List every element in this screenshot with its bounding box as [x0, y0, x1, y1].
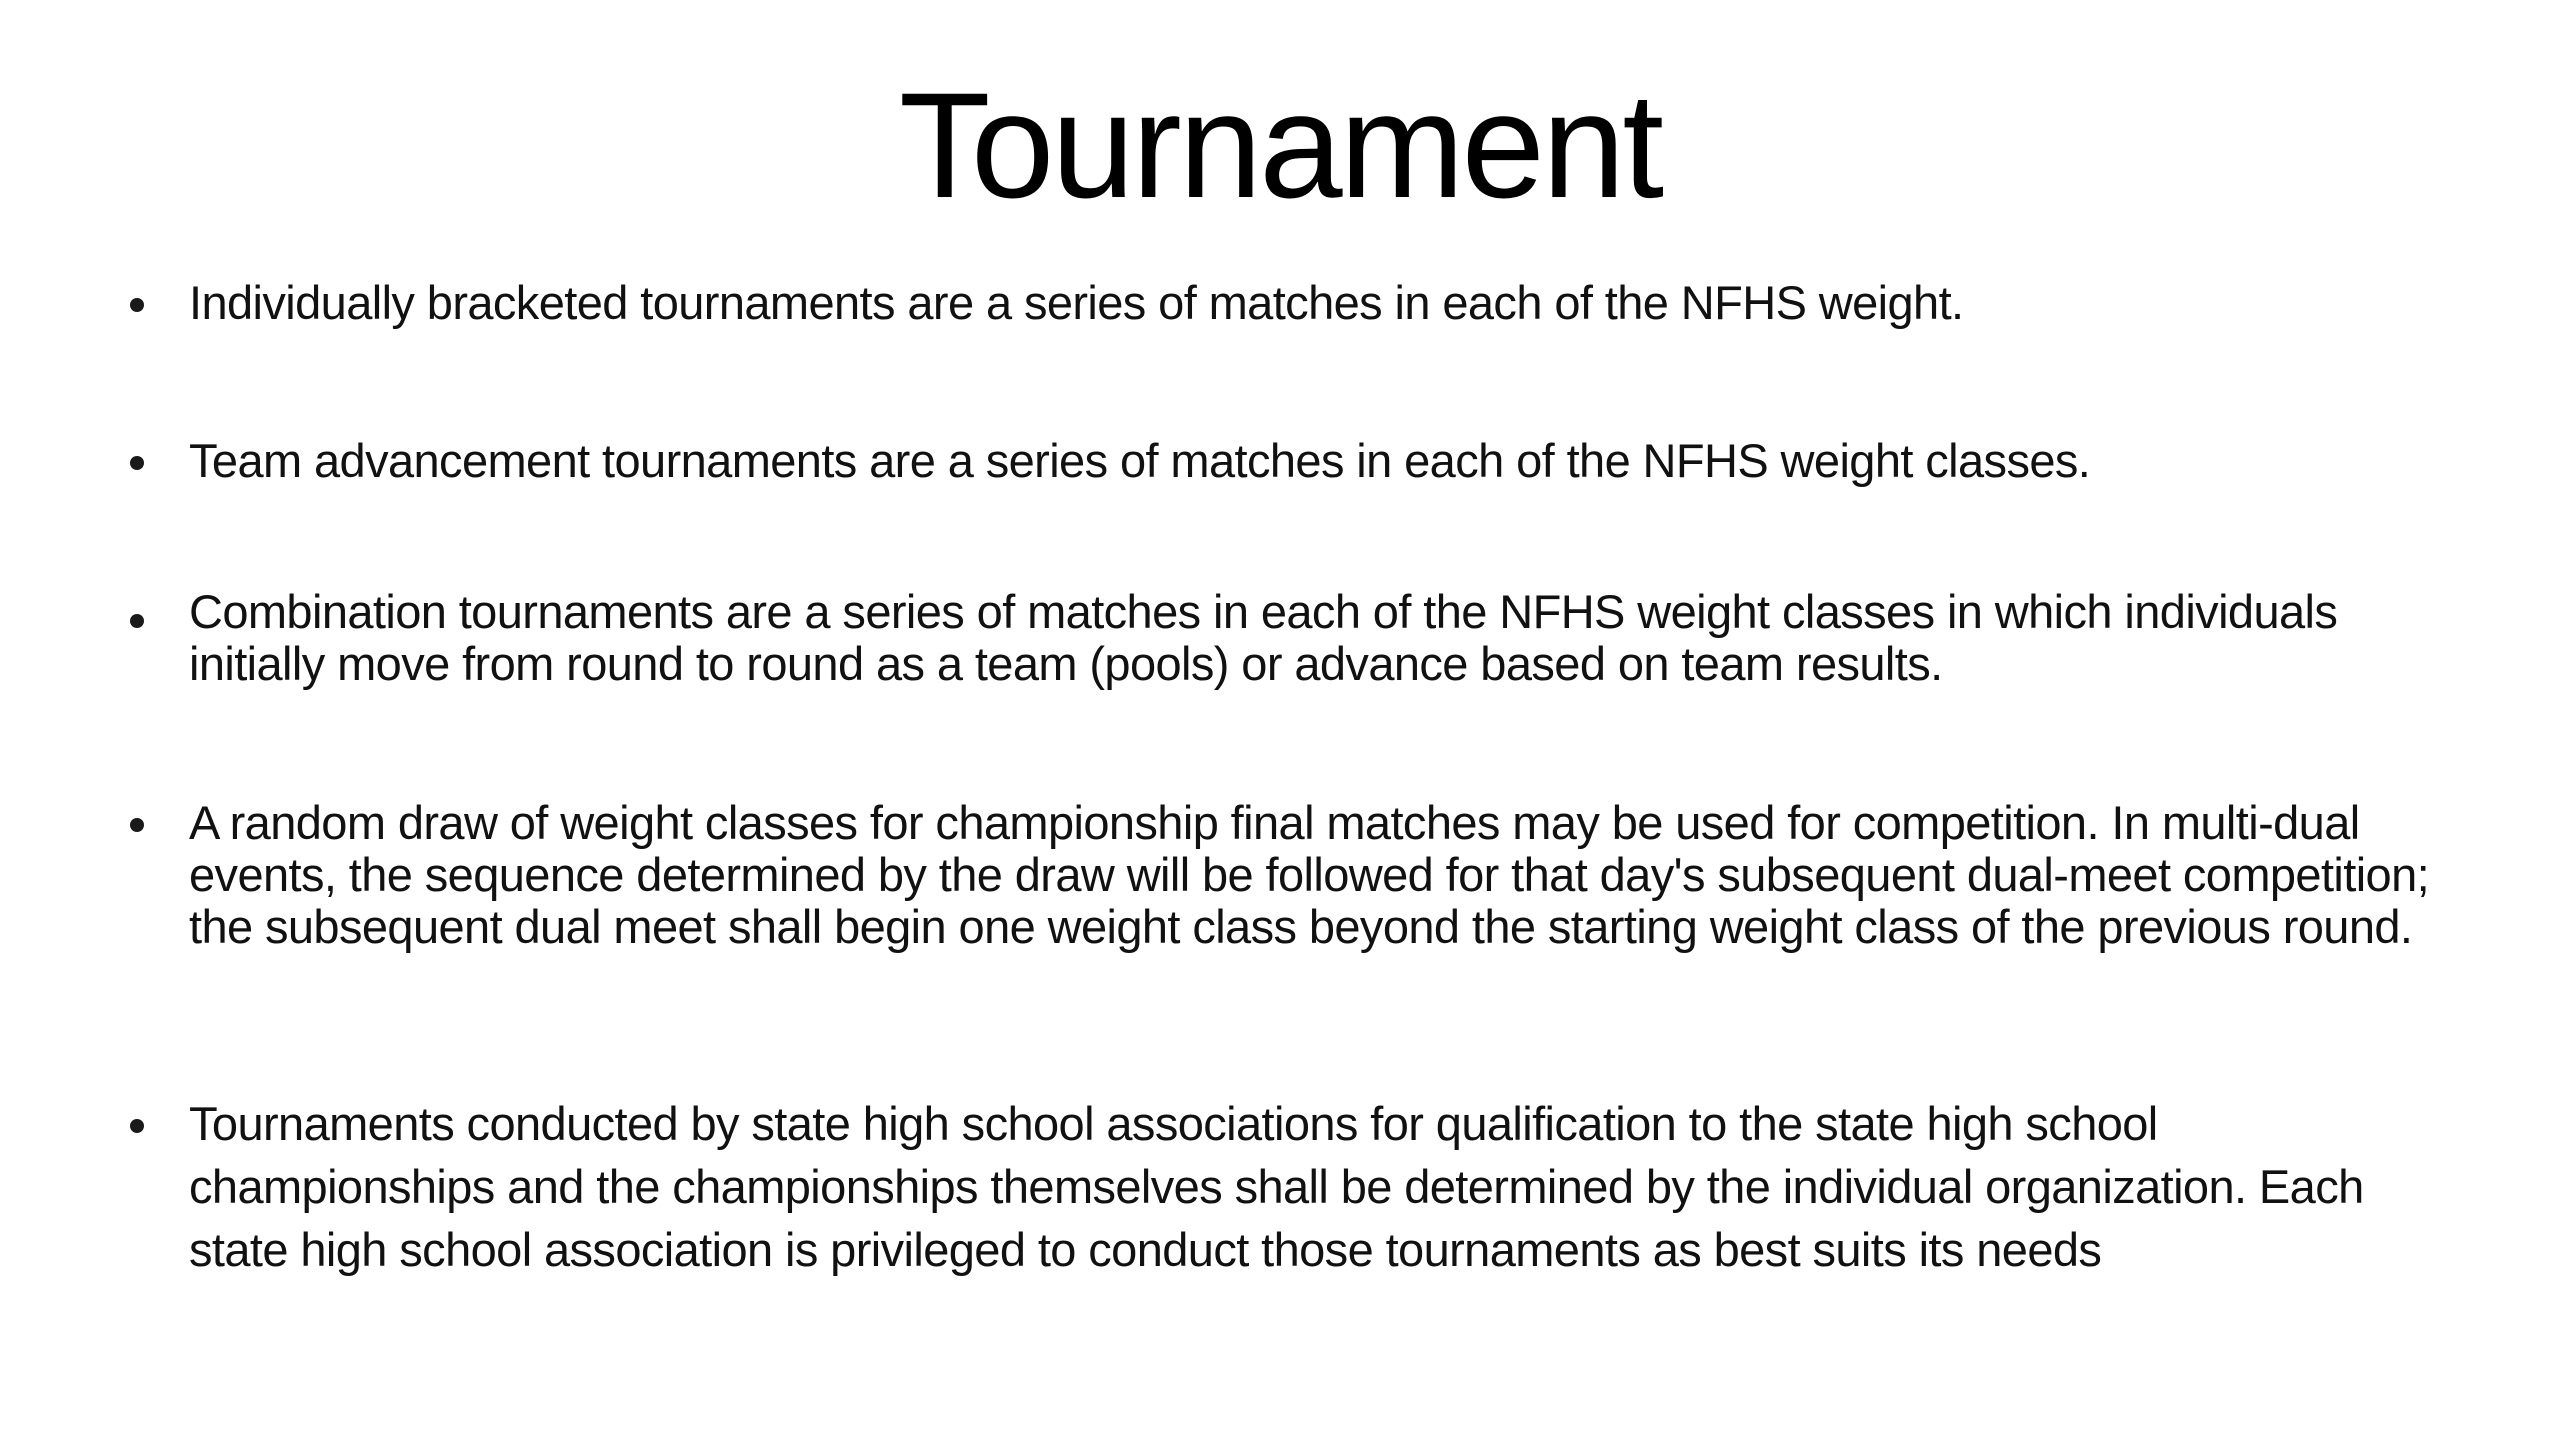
bullet-item — [130, 586, 2460, 690]
bullet-text: A random draw of weight classes for championship final matches may be used for competition. In multi-dual events, the sequence determined by the draw will be followed for that day's subsequent dual-meet competition; the subsequent dual meet shall begin one weight class beyond the starting weight class of the previous round. — [189, 796, 2430, 953]
slide-title: Tournament — [898, 61, 1662, 229]
bullet-dot-icon — [130, 1119, 144, 1133]
bullet-text: Combination tournaments are a series of matches in each of the NFHS weight classes in which individuals initially move from round to round as a team (pools) or advance based on team results. — [189, 585, 2338, 690]
bullet-text: Tournaments conducted by state high school associations for qualification to the state high school championships and the championships themselves shall be determined by the individual organization. Each state high school association is privileged to conduct those tournaments as best suits its needs — [189, 1097, 2364, 1276]
bullet-dot-icon — [130, 818, 144, 832]
bullet-dot-icon — [130, 456, 144, 470]
bullet-item — [130, 797, 2460, 953]
bullet-item — [130, 1092, 2460, 1281]
bullet-dot-icon — [130, 614, 144, 628]
bullet-dot-icon — [130, 298, 144, 312]
bullet-item — [130, 428, 2460, 494]
bullet-item — [130, 270, 2460, 336]
bullet-text: Individually bracketed tournaments are a series of matches in each of the NFHS weight. — [189, 276, 1964, 329]
bullet-text: Team advancement tournaments are a series of matches in each of the NFHS weight classes. — [189, 434, 2091, 487]
